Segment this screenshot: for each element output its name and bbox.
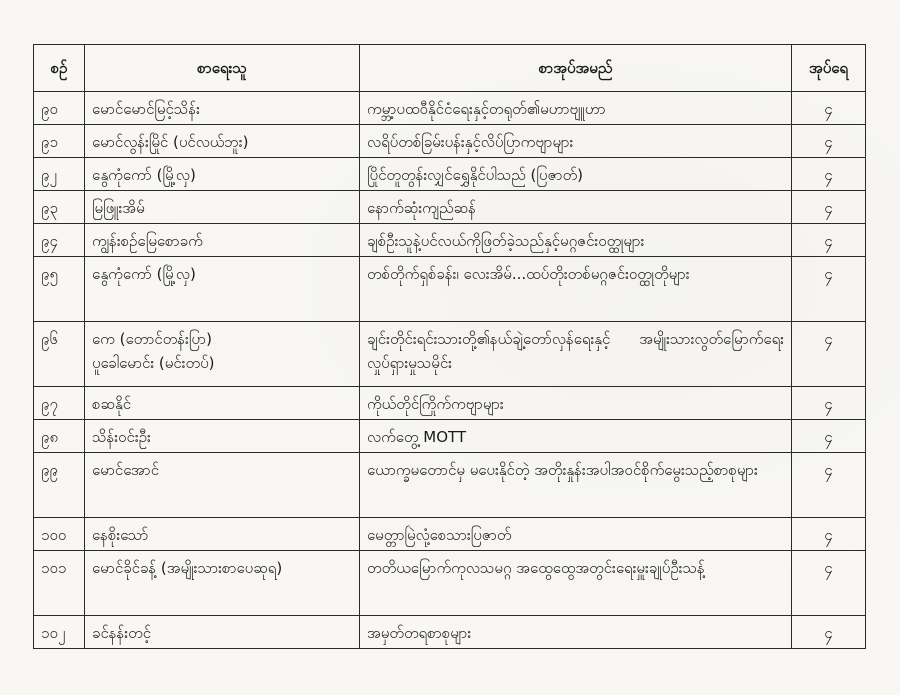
row-chapter: ၄ — [792, 158, 866, 191]
table-row — [34, 616, 866, 649]
table-row — [34, 453, 866, 518]
row-author: နွေကုံကော် (မြို့လှ) — [85, 158, 360, 191]
row-title: တစ်တိုက်ရှစ်ခန်း၊ လေးအိမ်...ထပ်တိုးတစ်မဂ္ဂဇင်းဝတ္ထုတိုများ — [360, 257, 792, 322]
header-chapter: အုပ်ရေ — [792, 45, 866, 92]
row-author: မောင်မောင်မြင့်သိန်း — [85, 92, 360, 125]
row-title: ကမ္ဘာ့ပထဝီနိုင်ငံရေးနှင့်တရုတ်၏မဟာဗျူဟာ — [360, 92, 792, 125]
row-num: ၉၉ — [34, 453, 85, 518]
row-num: ၉၆ — [34, 322, 85, 387]
row-chapter: ၄ — [792, 191, 866, 224]
header-title: စာအုပ်အမည် — [360, 45, 792, 92]
table-row — [34, 420, 866, 453]
row-title: နောက်ဆုံးကျည်ဆန် — [360, 191, 792, 224]
row-author: မြဖြူးအိမ် — [85, 191, 360, 224]
row-author: ကေ (တောင်တန်းပြာ) ပူခေါမောင်း (မင်းတပ်) — [85, 322, 360, 387]
row-chapter: ၄ — [792, 518, 866, 551]
row-chapter: ၄ — [792, 125, 866, 158]
row-author: သိန်းဝင်းဦး — [85, 420, 360, 453]
row-title: အမှတ်တရစာစုများ — [360, 616, 792, 649]
row-author: မောင်ခိုင်ခန့် (အမျိုးသားစာပေဆုရ) — [85, 551, 360, 616]
table-row — [34, 191, 866, 224]
row-num: ၉၈ — [34, 420, 85, 453]
table-row — [34, 322, 866, 387]
row-title: ချစ်ဦးသူနဲ့ပင်လယ်ကိုဖြတ်ခဲ့သည်နှင့်မဂ္ဂဇင်းဝတ္ထုများ — [360, 224, 792, 257]
row-num: ၉၂ — [34, 158, 85, 191]
table-row — [34, 158, 866, 191]
row-title: ကိုယ်တိုင်ကြိုက်ကဗျာများ — [360, 387, 792, 420]
row-num: ၁၀၁ — [34, 551, 85, 616]
row-num: ၉၁ — [34, 125, 85, 158]
row-num: ၁၀၀ — [34, 518, 85, 551]
row-num: ၉၇ — [34, 387, 85, 420]
row-author: နွေကုံကော် (မြို့လှ) — [85, 257, 360, 322]
row-chapter: ၄ — [792, 420, 866, 453]
row-chapter: ၄ — [792, 257, 866, 322]
row-title: လက်တွေ့ MOTT — [360, 420, 792, 453]
row-title: ချင်းတိုင်းရင်းသားတို့၏နယ်ချဲ့တော်လှန်ရေးနှင့် အမျိုးသားလွတ်မြောက်ရေးလှုပ်ရှားမှုသမိုင်း — [360, 322, 792, 387]
row-num: ၉၃ — [34, 191, 85, 224]
row-author: နေစိုးသော် — [85, 518, 360, 551]
table-row — [34, 518, 866, 551]
row-title: လရိပ်တစ်ခြမ်းပန်းနှင့်လိပ်ပြာကဗျာများ — [360, 125, 792, 158]
row-author: ကျွန်းစဉ်မြေစောခက် — [85, 224, 360, 257]
table-row — [34, 92, 866, 125]
row-author: မောင်အောင် — [85, 453, 360, 518]
row-chapter: ၄ — [792, 92, 866, 125]
row-chapter: ၄ — [792, 453, 866, 518]
row-author: မောင်လွန်းမြိုင် (ပင်လယ်ဘူး) — [85, 125, 360, 158]
table-header-row — [34, 45, 866, 92]
row-chapter: ၄ — [792, 387, 866, 420]
row-chapter: ၄ — [792, 224, 866, 257]
row-title: ယောက္ခမတောင်မှ မပေးနိုင်တဲ့ အတိုးနှုန်းအပါအဝင်စိုက်မွေးသည့်စာစုများ — [360, 453, 792, 518]
row-title: တတိယမြောက်ကုလသမဂ္ဂ အထွေထွေအတွင်းရေးမှူးချုပ်ဦးသန့် — [360, 551, 792, 616]
table-row — [34, 387, 866, 420]
header-num: စဉ် — [34, 45, 85, 92]
row-author: စဆနိုင် — [85, 387, 360, 420]
row-chapter: ၄ — [792, 551, 866, 616]
row-num: ၉၀ — [34, 92, 85, 125]
row-chapter: ၄ — [792, 616, 866, 649]
table-row — [34, 551, 866, 616]
header-author: စာရေးသူ — [85, 45, 360, 92]
row-chapter: ၄ — [792, 322, 866, 387]
row-num: ၉၅ — [34, 257, 85, 322]
row-num: ၁၀၂ — [34, 616, 85, 649]
table-row — [34, 224, 866, 257]
book-list-table — [33, 44, 866, 649]
table-row — [34, 257, 866, 322]
table-row — [34, 125, 866, 158]
row-title: ပြိုင်တူတွန်းလျှင်ရွှေနိုင်ပါသည် (ပြဇာတ်) — [360, 158, 792, 191]
row-title: မေတ္တာမြဲလုံ့စေသားပြဇာတ် — [360, 518, 792, 551]
row-num: ၉၄ — [34, 224, 85, 257]
row-author: ခင်နန်းတင့် — [85, 616, 360, 649]
